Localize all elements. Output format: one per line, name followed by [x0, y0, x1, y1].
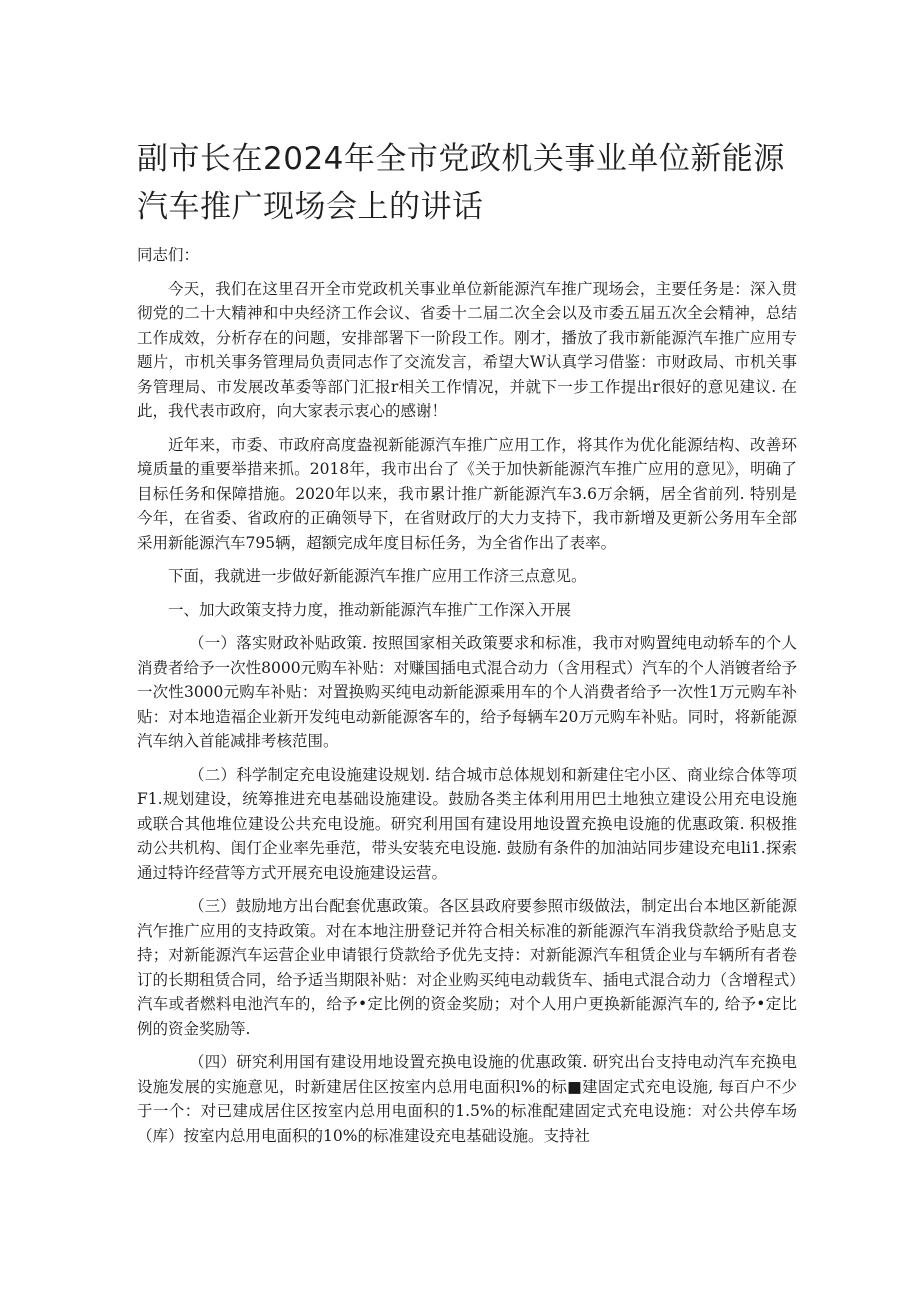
section-heading-1: 一、加大政策支持力度，推动新能源汽车推广工作深入开展: [168, 600, 572, 619]
document-body: [137, 243, 797, 1157]
paragraph-charging-plan: （二）科学制定充电设施建设规划. 结合城市总体规划和新建住宅小区、商业综合体等项F1.规划建设，统筹推进充电基础设施建设。鼓励各类主体利用用巴土地独立建设公用充电设施或联合其他堆位建设公共充电设施。研究利用国有建设用地设置充换电设施的优惠政策. 积极推动公共机构、闺仃企业率先垂范，带头安装充电设施. 鼓励有条件的加油站同步建设充电li1.探索通过特许经营等方式开展充电设施建设运营。: [137, 765, 797, 882]
paragraph-intro-opinions: 下面，我就进一步做好新能源汽车推广应用工作济三点意见。: [168, 567, 587, 585]
paragraph-subsidy-policy: （一）落实财政补贴政策. 按照国家相关政策要求和标准，我市对购置纯电动轿车的个人消费者给予一次性8000元购车补贴：对赚国插电式混合动力（含用程式）汽车的个人消镀者给予一次性3000元购车补贴：对置换购买纯电动新能源乘用车的个人消费者给予一次性1万元购车补贴：对本地造福企业新开发纯电动新能源客车的，给予每辆车20万元购车补贴。同时，将新能源汽车纳入首能减排考核范围。: [137, 634, 797, 750]
paragraph-local-policies: （三）鼓励地方出台配套优惠政策。各区县政府要参照市级做法，制定出台本地区新能源汽乍推广应用的支持政策。对在本地注册登记并符合相关标准的新能源汽车消我贷款给予贴息支持；对新能源汽车运营企业申请银行贷款给予优先支持：对新能源汽车租赁企业与车辆所有者卷订的长期租赁合同，给予适当期限补贴：对企业购买纯电动载货车、插电式混合动力（含增程式）汽车或者燃料电池汽车的，给予•定比例的资金奖励；对个人用户更换新能源汽车的, 给予•定比例的资金奖励等.: [137, 897, 797, 1038]
document-title: 副市长在2024年全市党政机关事业单位新能源汽车推广现场会上的讲话: [137, 141, 785, 225]
paragraph-opening: 今天，我们在这里召开全市党政机关事业单位新能源汽车推广现场会，主要任务是：深入贯彻党的二十大精神和中央经济工作会议、省委十二届二次全会以及市委五届五次全会精神，总结工作成效，分析存在的问题，安排部署下一阶段工作。刚才，播放了我市新能源汽车推广应用专题片，市机关事务管理局负责同志作了交流发言，希望大W认真学习借鉴：市财政局、市机关事务管理局、市发展改革委等部门汇报r相关工作情况，并就下一步工作提出r很好的意见建议. 在此，我代表市政府，向大家表示衷心的感谢！: [137, 279, 797, 420]
paragraph-achievements: 近年来，市委、市政府高度盎视新能源汽车推广应用工作，将其作为优化能源结构、改善环境质量的重要举措来抓。2018年，我市出台了《关于加快新能源汽车推广应用的意见》，明确了目标任务和保障措施。2020年以来，我市累计推广新能源汽车3.6万余辆，居全省前列. 特别是今年，在省委、省政府的正确领导下，在省财政厅的大力支持下，我市新增及更新公务用车全部采用新能源汽车795辆，超额完成年度目标任务，为全省作出了表率。: [137, 435, 797, 552]
salutation: 同志们：: [137, 246, 200, 264]
paragraph-land-policy: （四）研究利用国有建设用地设置充换电设施的优惠政策. 研究出台支持电动汽车充换电设施发展的实施意见，时新建居住区按室内总用电面积l%的标■建固定式充电设施, 每百户不少于一个：对已建成居住区按室内总用电面积的1.5%的标准配建固定式充电设施：对公共停车场（库）按室内总用电面积的10%的标准建设充电基础设施。支持社: [137, 1053, 797, 1145]
